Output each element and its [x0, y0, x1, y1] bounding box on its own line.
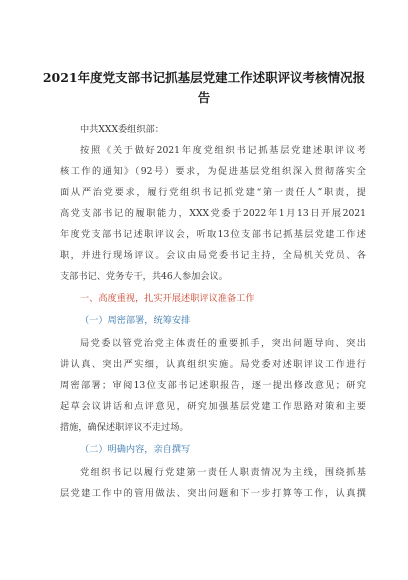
paragraph-1-line: 核工作的通知》（92号）要求，为促进基层党组织深入贯彻落实全: [60, 166, 366, 177]
document-title-line-2: 告: [197, 90, 211, 105]
subsection-2-heading: （二）明确内容，亲自撰写: [80, 444, 191, 455]
paragraph-2-line: 周密部署；审阅13位支部书记述职报告，逐一提出修改意见；研究: [60, 380, 366, 391]
section-1-heading: 一、高度重视，扎实开展述职评议准备工作: [80, 293, 255, 304]
paragraph-2-line: 局党委以管党治党主体责任的重要抓手，突出问题导向、突出: [80, 338, 366, 349]
paragraph-2-line: 措施，确保述职评议不走过场。: [60, 422, 189, 433]
paragraph-1-line: 年度党支部书记述职评议会，听取13位支部书记抓基层党建工作述: [60, 229, 366, 240]
paragraph-2-line: 讲认真、突出严实细，认真组织实施。局党委对述职评议工作进行: [60, 359, 366, 370]
salutation: 中共XXX委组织部：: [80, 124, 164, 135]
paragraph-1-line: 按照《关于做好2021年度党组织书记抓基层党建述职评议考: [80, 145, 366, 156]
paragraph-1-line: 支部书记、党务专干，共46人参加会议。: [60, 271, 228, 282]
subsection-1-heading: （一）周密部署，统筹安排: [80, 315, 191, 326]
paragraph-1-line: 高党支部书记的履职能力，XXX党委于2022年1月13日开展2021: [60, 208, 366, 219]
paragraph-3-line: 党组织书记以履行党建第一责任人职责情况为主线，围绕抓基: [80, 467, 366, 478]
paragraph-1-line: 职，并进行现场评议。会议由局党委书记主持，全局机关党员、各: [60, 250, 366, 261]
paragraph-2-line: 起草会议讲话和点评意见，研究加强基层党建工作思路对策和主要: [60, 401, 366, 412]
paragraph-1-line: 面从严治党要求，履行党组织书记抓党建“第一责任人”职责，提: [60, 187, 366, 198]
paragraph-3-line: 层党建工作中的管用做法、突出问题和下一步打算等工作，认真撰: [60, 488, 366, 499]
document-title-line-1: 2021年度党支部书记抓基层党建工作述职评议考核情况报: [42, 70, 366, 85]
